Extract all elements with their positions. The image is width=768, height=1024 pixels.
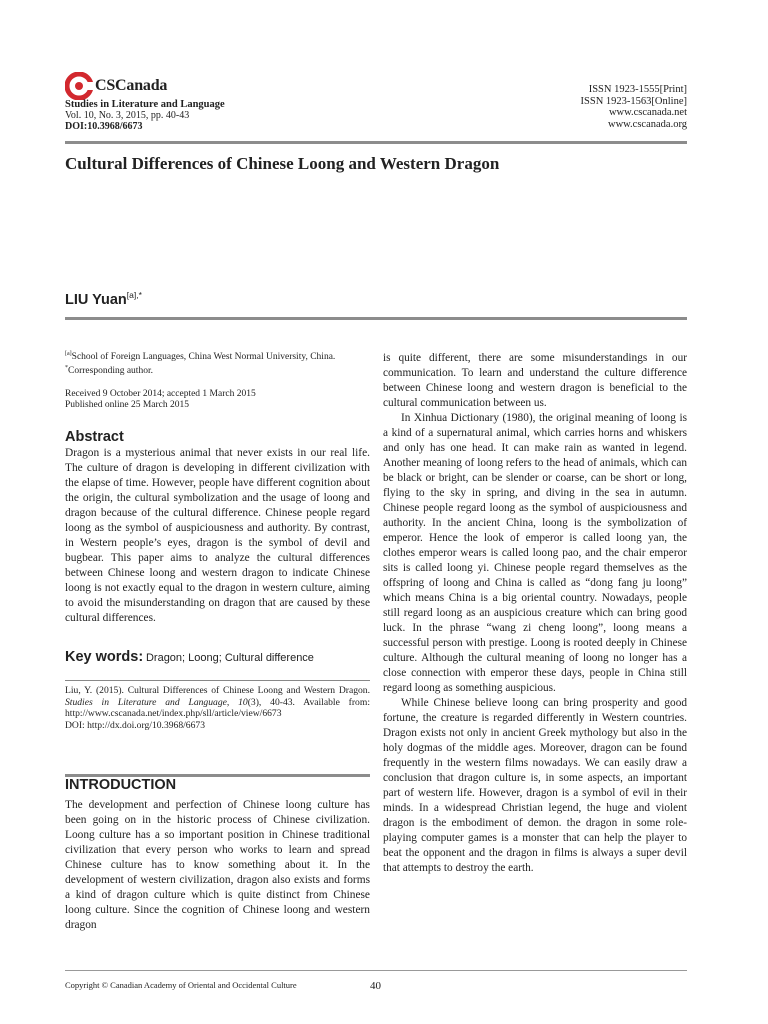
citation-part2[interactable]: (3), 40-43. Available from: http://www.cscanada.net/index.php/sll/article/view/6673	[65, 696, 370, 719]
keywords-text: Dragon; Loong; Cultural difference	[145, 652, 314, 664]
header-rule	[65, 141, 687, 144]
right-column	[383, 351, 687, 876]
issn-online: ISSN 1923-1563[Online]	[580, 95, 687, 107]
volume-line: Vol. 10, No. 3, 2015, pp. 40-43	[65, 110, 190, 121]
publisher-logo	[65, 71, 167, 101]
footer-rule	[65, 970, 687, 971]
paper-title: Cultural Differences of Chinese Loong and Western Dragon	[65, 154, 500, 173]
abstract-text: Dragon is a mysterious animal that never exists in our real life. The culture of dragon is developing in different civilization with the elapse of time. However, people have different cognition about the origin, the cultural symbolization and the usage of loong and dragon because of the cultural difference. Chinese people regard loong as the symbol of auspiciousness and authority. By contrast, in Western people’s eyes, dragon is the symbol of devil and bugbear. This paper aims to analyze the cultural differences between Chinese loong and western dragon to indicate Chinese loong is not exactly equal to the dragon in western culture, aiming to avoid the misunderstanding on dragon that are caused by these cultural differences.	[65, 447, 370, 624]
right-paragraph-3: While Chinese believe loong can bring prosperity and good fortune, the creature is regarded differently in Western countries. Dragon exists not only in ancient Greek mythology but also in the holy dogmas of the middle ages. Moreover, dragon can be found frequently in the western films nowadays. We can easily draw a conclusion that dragon culture is, in some aspects, an important part of western life. However, dragon is a symbol of evil in their minds. In a widespread Christian legend, the huge and violent dragon is the embodiment of demon. the dragon in some role-playing computer games is a monster that can help the player to beat the opponent and the dragon in films is always a super devil that attempts to destroy the earth.	[383, 697, 687, 874]
affil-text-a: School of Foreign Languages, China West Normal University, China.	[71, 352, 336, 363]
journal-info	[65, 99, 225, 132]
journal-name: Studies in Literature and Language	[65, 99, 225, 110]
doi-line	[65, 121, 225, 132]
author-name	[65, 290, 142, 308]
affil-mark-star: *	[65, 365, 68, 372]
affil-text-star: Corresponding author.	[68, 366, 153, 377]
cscanada-logo-icon	[65, 72, 93, 100]
doi-value: 10.3968/6673	[87, 121, 143, 132]
affiliation	[65, 349, 370, 377]
page-number: 40	[370, 980, 381, 992]
publisher-name: CSCanada	[95, 77, 168, 94]
issn-block	[581, 84, 687, 130]
article-dates	[65, 389, 370, 411]
citation-journal: Studies in Literature and Language, 10	[65, 696, 248, 708]
author-rule	[65, 317, 687, 320]
keywords	[65, 649, 370, 666]
citation-doi[interactable]: DOI: http://dx.doi.org/10.3968/6673	[65, 719, 205, 731]
abstract-heading: Abstract	[65, 429, 124, 445]
doi-label: DOI:	[65, 121, 88, 132]
website-link-2[interactable]: www.cscanada.org	[607, 118, 687, 130]
published-date: Published online 25 March 2015	[65, 400, 190, 410]
received-date: Received 9 October 2014; accepted 1 March 2015	[65, 389, 256, 399]
keywords-label: Key words:	[65, 649, 144, 665]
introduction-text: The development and perfection of Chinese loong culture has been going on in the historic process of Chinese civilization. Loong culture has a so important position in Chinese traditional civilization that every person who works to learn and spread Chinese culture has to know something about it. In the development of western civilization, dragon also exists and forms a kind of dragon culture which is quite distinct from Chinese loong culture. Since the cognition of Chinese loong and western dragon	[65, 799, 370, 931]
citation-rule	[65, 680, 370, 681]
website-link-1[interactable]: www.cscanada.net	[608, 107, 687, 118]
affil-mark-a: [a]	[65, 351, 72, 357]
issn-print: ISSN 1923-1555[Print]	[588, 84, 687, 95]
copyright-notice: Copyright © Canadian Academy of Oriental and Occidental Culture	[65, 980, 297, 990]
right-paragraph-1: is quite different, there are some misunderstandings in our communication. To learn and understand the culture difference between Chinese loong and western dragon is beneficial to the cultural communication between us.	[383, 352, 687, 409]
citation	[65, 685, 370, 731]
right-paragraph-2: In Xinhua Dictionary (1980), the original meaning of loong is a kind of a supernatural animal, which carries horns and whiskers and only has one head. It can make rain as wanted in legend. Another meaning of loong refers to the head of animals, which can be black or bright, can be slender or coarse, can be short or long, flying to the sky in spring, and diving in the sea in autumn. Chinese people regard loong as the symbol of auspiciousness and authority. In the ancient China, loong is the symbolization of emperor. Hence the look of emperor is called loong yan, the clothes emperor wears is called loong pao, and the chair emperor sits is called loong yi. Chinese people regard themselves as the offspring of loong and China is called as “dong fang ju loong” which means China is a big oriental country. Nowadays, people still regard loong as an auspicious creature which can bring good luck. In the phrase “wang zi cheng loong”, loong means a successful person with prestige. Loong is rooted deeply in Chinese culture. Although the cultural meaning of loong no longer has a close connection with emperor these days, people in China still regard loong as something auspicious.	[383, 412, 687, 694]
citation-part1: Liu, Y. (2015). Cultural Differences of Chinese Loong and Western Dragon.	[65, 685, 370, 696]
author-sup: [a],*	[126, 290, 142, 300]
introduction-heading: INTRODUCTION	[65, 777, 177, 793]
author-name-text: LIU Yuan	[65, 291, 127, 308]
